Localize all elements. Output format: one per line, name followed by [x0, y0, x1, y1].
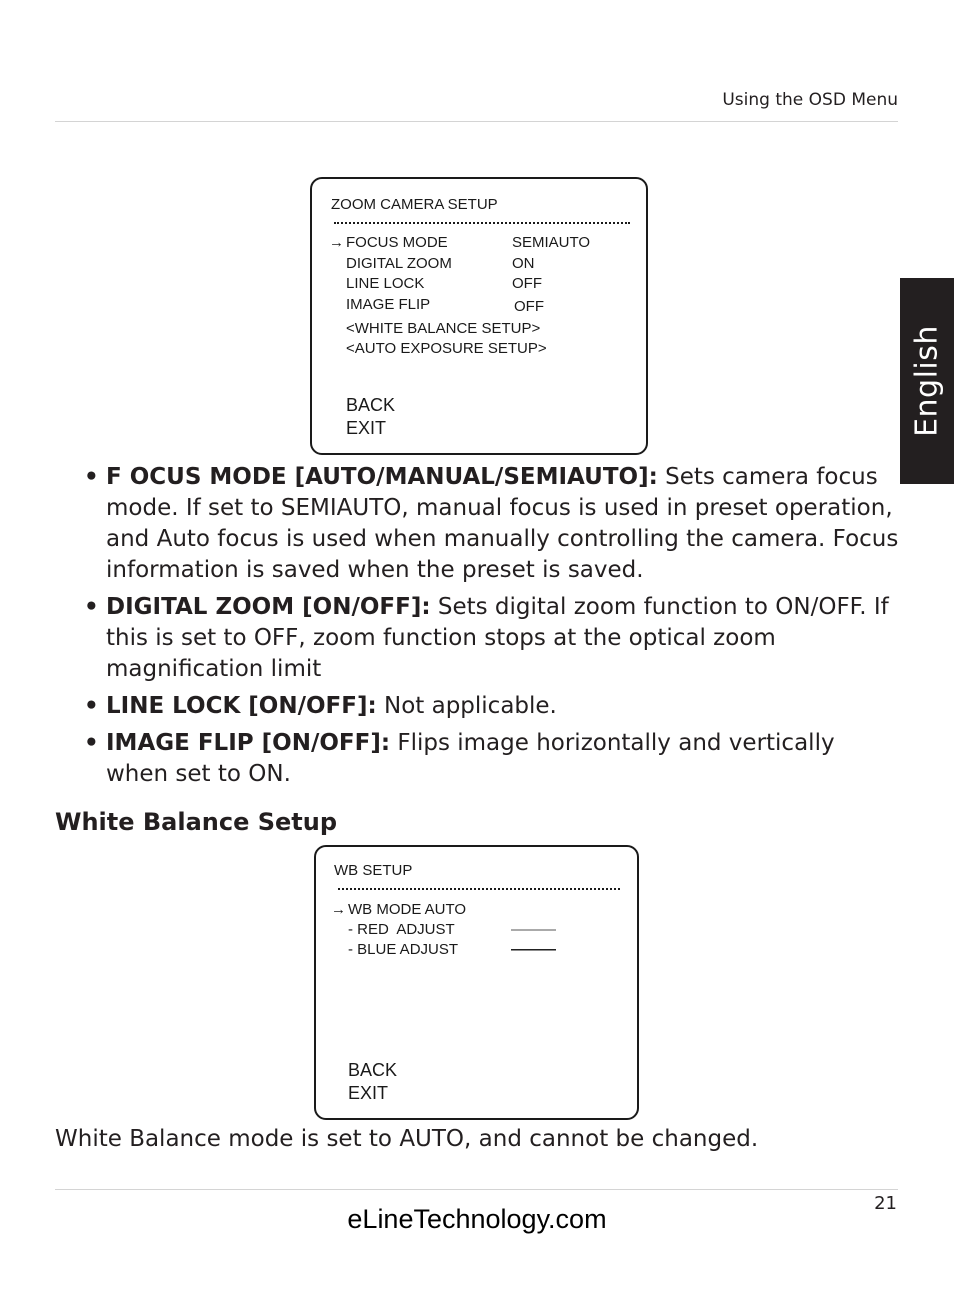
menu-item-digital-zoom: DIGITAL ZOOM	[346, 255, 452, 272]
bullet-term: LINE LOCK [ON/OFF]:	[106, 693, 377, 719]
submenu-white-balance: <WHITE BALANCE SETUP>	[346, 320, 541, 337]
zoom-camera-setup-osd	[310, 177, 648, 455]
footer-rule	[55, 1189, 898, 1190]
page-header-title: Using the OSD Menu	[722, 90, 898, 110]
menu-value-line-lock: OFF	[512, 275, 542, 292]
osd-title: ZOOM CAMERA SETUP	[331, 196, 498, 213]
menu-item-wb-mode: WB MODE AUTO	[348, 901, 467, 918]
bullet-term: F OCUS MODE [AUTO/MANUAL/SEMIAUTO]:	[106, 464, 658, 490]
menu-item-line-lock: LINE LOCK	[346, 275, 425, 292]
bullet-term: DIGITAL ZOOM [ON/OFF]:	[106, 594, 431, 620]
list-item	[84, 592, 899, 685]
menu-value-blue-adjust: ———	[511, 941, 556, 958]
language-tab-label: English	[909, 325, 945, 437]
bullet-term: IMAGE FLIP [ON/OFF]:	[106, 730, 391, 756]
osd-dotted-divider	[338, 888, 620, 890]
selection-arrow-icon: →	[329, 234, 344, 251]
menu-value-focus-mode: SEMIAUTO	[512, 234, 591, 251]
osd-back: BACK	[346, 395, 396, 415]
osd-exit: EXIT	[348, 1083, 389, 1103]
menu-value-image-flip: OFF	[514, 298, 544, 315]
language-side-tab	[900, 278, 954, 484]
option-bullet-list	[84, 462, 899, 796]
osd-back: BACK	[348, 1060, 398, 1080]
menu-item-focus-mode: FOCUS MODE	[346, 234, 448, 251]
page-number: 21	[874, 1193, 897, 1214]
menu-item-blue-adjust: - BLUE ADJUST	[348, 941, 459, 958]
list-item	[84, 728, 899, 790]
header-rule	[55, 121, 898, 122]
wb-setup-osd	[314, 845, 639, 1120]
osd-exit: EXIT	[346, 418, 387, 438]
submenu-auto-exposure: <AUTO EXPOSURE SETUP>	[346, 340, 547, 357]
menu-value-digital-zoom: ON	[512, 255, 535, 272]
bullet-text: Sets digital zoom function to ON/OFF. If this is set to OFF, zoom function stops at the optical zoom magnification limit	[106, 594, 889, 682]
selection-arrow-icon: →	[331, 901, 346, 918]
wb-body-text: White Balance mode is set to AUTO, and cannot be changed.	[55, 1126, 759, 1152]
osd-dotted-divider	[334, 222, 630, 224]
menu-value-red-adjust: ———	[511, 921, 556, 938]
menu-item-image-flip: IMAGE FLIP	[346, 296, 431, 313]
menu-item-red-adjust: - RED ADJUST	[348, 921, 455, 938]
osd-title: WB SETUP	[334, 862, 413, 879]
footer-website: eLineTechnology.com	[347, 1204, 607, 1234]
bullet-text: Not applicable.	[376, 693, 557, 719]
list-item	[84, 462, 899, 586]
bullet-text: Flips image horizontally and vertically when set to ON.	[106, 730, 835, 787]
bullet-text: Sets camera focus mode. If set to SEMIAUTO, manual focus is used in preset operation, and Auto focus is used when manually controlling the camera. Focus information is saved when the preset is saved.	[106, 464, 899, 583]
list-item	[84, 691, 899, 722]
section-heading: White Balance Setup	[55, 808, 338, 836]
